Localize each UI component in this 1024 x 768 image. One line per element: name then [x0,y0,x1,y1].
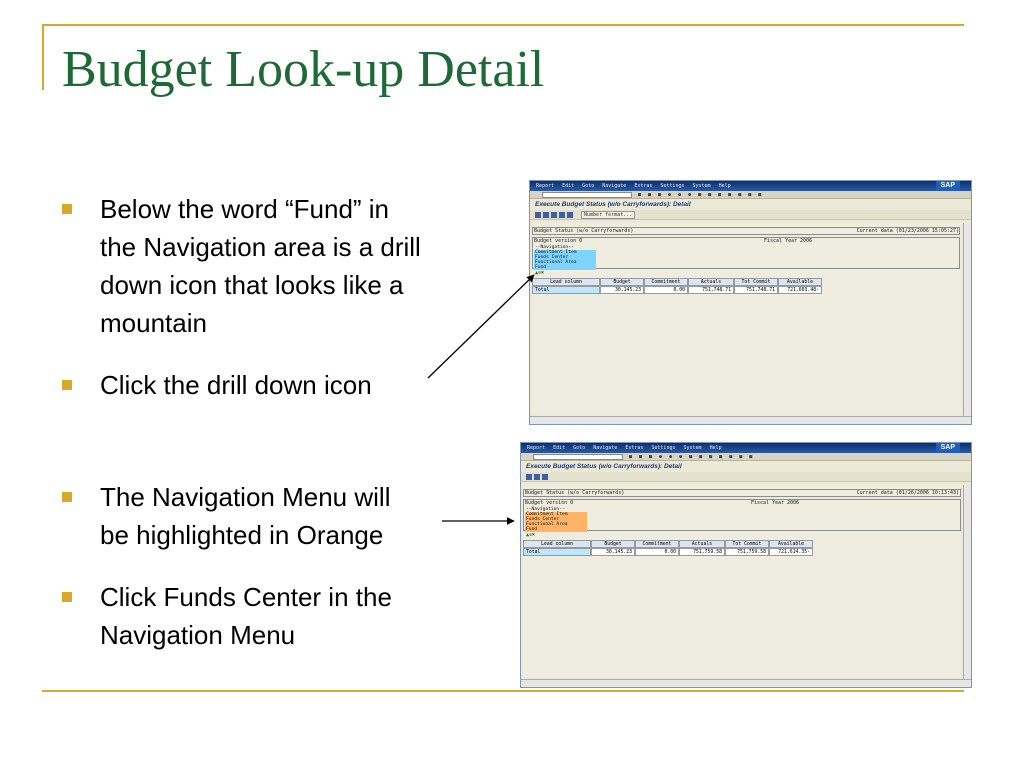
col-budget: Budget [591,540,635,548]
menu-navigate[interactable]: Navigate [593,445,618,451]
toolbar-icons[interactable]: ■ ■ ■ ● ● ● ■ ■ ■ ■ ■ ■ ■ [638,192,764,198]
col-commitment: Commitment [635,540,679,548]
menu-edit[interactable]: Edit [553,445,566,451]
number-format-button[interactable]: Number format... [581,211,635,219]
bullet-text: Click Funds Center in the Navigation Menu [100,582,392,650]
total-available: 721,614.35- [769,548,813,556]
nav-funds-center[interactable]: Funds Center [534,255,596,260]
total-commitment: 0.00 [635,548,679,556]
arrow-to-drill-icon [428,275,534,378]
nav-commitment-item[interactable]: Commitment Item [525,512,587,517]
total-actuals: 751,748.71 [688,286,734,294]
total-tot-commit: 751,759.58 [725,548,769,556]
menu-help[interactable]: Help [718,183,731,189]
current-data: Current data (01/26/2006 10:13:43) [856,490,959,496]
menu-help[interactable]: Help [709,445,722,451]
menu-settings[interactable]: Settings [651,445,676,451]
window-title: Execute Budget Status (w/o Carryforwards): Detail [521,461,971,472]
total-label: Total [532,286,600,294]
bullet-text: The Navigation Menu will be highlighted in Orange [100,482,391,550]
menu-extras[interactable]: Extras [634,183,653,189]
col-available: Available [778,278,822,286]
nav-fund[interactable]: Fund [534,265,596,270]
nav-commitment-item[interactable]: Commitment Item [534,250,596,255]
menu-report[interactable]: Report [527,445,546,451]
nav-header: --Navigation-- [526,507,565,512]
total-label: Total [523,548,591,556]
bullet-text: Click the drill down icon [100,370,372,400]
budget-version: Budget version 0 [534,238,583,244]
fiscal-year-label: Fiscal Year [751,500,785,506]
col-commitment: Commitment [644,278,688,286]
menu-navigate[interactable]: Navigate [602,183,627,189]
col-tot-commit: Tot Commit [734,278,778,286]
bullet-text: Below the word “Fund” in the Navigation area is a drill down icon that looks like a mountain [100,194,421,338]
col-actuals: Actuals [688,278,734,286]
toolbar-icons[interactable]: ■ ■ ■ ● ● ● ■ ■ ■ ■ ■ ■ ■ [629,454,755,460]
menu-report[interactable]: Report [536,183,555,189]
report-title: Budget Status (w/o Carryforwards) [525,490,625,496]
menu-extras[interactable]: Extras [625,445,644,451]
drill-down-mountain-icon[interactable]: ▲⊙✖ [535,270,545,276]
fiscal-year-label: Fiscal Year [764,238,798,244]
current-data: Current data (01/23/2006 15:05:27) [856,228,959,234]
col-actuals: Actuals [679,540,725,548]
report-title: Budget Status (w/o Carryforwards) [534,228,634,234]
sap-logo: SAP [936,443,960,453]
total-actuals: 751,759.58 [679,548,725,556]
window-title: Execute Budget Status (w/o Carryforwards): Detail [530,199,971,210]
menu-system[interactable]: System [692,183,711,189]
total-tot-commit: 751,748.71 [734,286,778,294]
nav-functional-area[interactable]: Functional Area [525,522,587,527]
fiscal-year: 2006 [800,238,813,244]
total-available: 721,603.48- [778,286,822,294]
drill-down-mountain-icon[interactable]: ▲⊙✖ [526,532,536,538]
total-budget: 30,145.23 [591,548,635,556]
menu-edit[interactable]: Edit [562,183,575,189]
menu-goto[interactable]: Goto [582,183,595,189]
menu-goto[interactable]: Goto [573,445,586,451]
col-available: Available [769,540,813,548]
total-budget: 30,145.23 [600,286,644,294]
col-lead: Lead column [523,540,591,548]
menu-settings[interactable]: Settings [660,183,685,189]
nav-functional-area[interactable]: Functional Area [534,260,596,265]
sap-logo: SAP [936,181,960,191]
slide-title: Budget Look-up Detail [62,41,545,98]
col-tot-commit: Tot Commit [725,540,769,548]
col-lead: Lead column [532,278,600,286]
budget-version: Budget version 0 [525,500,574,506]
nav-header: --Navigation-- [535,245,574,250]
total-commitment: 0.00 [644,286,688,294]
nav-fund[interactable]: Fund [525,527,587,532]
menu-system[interactable]: System [683,445,702,451]
fiscal-year: 2006 [787,500,800,506]
col-budget: Budget [600,278,644,286]
nav-funds-center[interactable]: Funds Center [525,517,587,522]
